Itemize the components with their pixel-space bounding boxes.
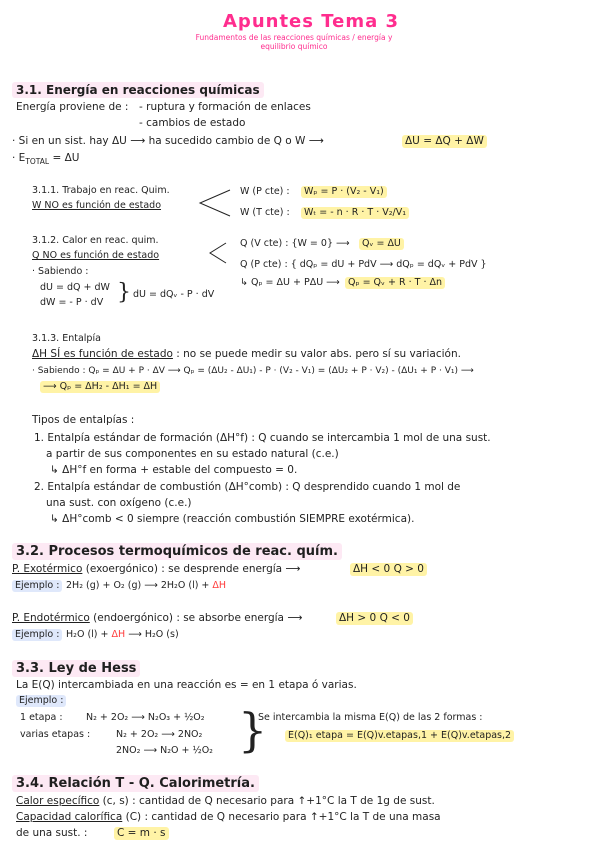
s34-line1 [16,795,435,808]
s32-exo-line [12,563,300,576]
s312-q3-formula: Qₚ = Qᵥ + R · T · Δn [345,277,445,289]
s31-line2-formula: ΔU = ΔQ + ΔW [402,135,487,148]
section-3-4-heading: 3.4. Relación T - Q. Calorimetría. [12,775,259,792]
s313-line1-rest: : no se puede medir su valor abs. pero sí su variación. [176,348,461,360]
s32-endo-eq-tail: ⟶ H₂O (s) [128,629,179,640]
s313-tipos: Tipos de entalpías : [32,414,135,426]
s313-t2c: ↳ ΔH°comb < 0 siempre (reacción combustión SIEMPRE exotérmica). [50,513,415,525]
s32-exo-text: (exoergónico) : se desprende energía ⟶ [85,563,301,575]
s32-endo-eq-text: H₂O (l) + [66,629,109,640]
s31-etotal-eq: = ΔU [49,152,80,164]
s33-brace-icon: } [238,703,268,757]
page-title: Apuntes Tema 3 [223,11,400,32]
s33-line1: La E(Q) intercambiada en una reacción es = en 1 etapa ó varias. [16,679,357,691]
s32-endo-line [12,612,302,625]
s34-line1-term: Calor específico [16,795,100,807]
s33-a1-eq: N₂ + 2O₂ ⟶ N₂O₃ + ½O₂ [86,712,205,723]
s311-sub: W NO es función de estado [32,200,162,211]
s33-a1-label: 1 etapa : [20,712,63,723]
section-3-1-heading: 3.1. Energía en reacciones químicas [12,82,264,98]
s313-line3: ⟶ Qₚ = ΔH₂ - ΔH₁ = ΔH [40,381,160,393]
s31-line1b: - cambios de estado [139,117,246,129]
s33-example-label: Ejemplo : [16,695,66,707]
s32-exo-title: P. Exotérmico [12,563,83,575]
s32-endo-formula: ΔH > 0 Q < 0 [336,612,413,625]
s32-endo-eq-dh: ΔH [111,629,126,640]
s312-q1: Q (V cte) : {W = 0} ⟶ [240,238,350,249]
s312-q1-formula: Qᵥ = ΔU [359,238,404,250]
section-3-3-heading: 3.3. Ley de Hess [12,660,140,677]
s34-line2 [16,811,441,824]
s312-sabiendo: · Sabiendo : [32,266,89,277]
s313-line1-underlined: ΔH SÍ es función de estado [32,348,173,360]
s33-a2-eq: N₂ + 2O₂ ⟶ 2NO₂ [116,729,203,740]
s311-heading: 3.1.1. Trabajo en reac. Quim. [32,185,170,196]
s312-eq1: dU = dQ + dW [40,282,110,293]
s311-w2: W (T cte) : [240,207,290,218]
s32-exo-eq-text: 2H₂ (g) + O₂ (g) ⟶ 2H₂O (l) + [66,580,210,591]
s34-line1-text: (c, s) : cantidad de Q necesario para ↑+1°C la T de 1g de sust. [102,795,435,807]
s31-line1a: - ruptura y formación de enlaces [139,101,311,113]
s312-branch-icon [208,241,228,265]
s313-line1 [32,348,461,361]
s32-endo-example-label: Ejemplo : [12,629,62,641]
s311-w2-formula: Wₜ = - n · R · T · V₂/V₁ [301,207,409,219]
s312-q3: ↳ Qₚ = ΔU + PΔU ⟶ [240,277,340,288]
s312-eq3: dU = dQᵥ - P · dV [133,289,215,300]
s34-line2-term: Capacidad calorífica [16,811,123,823]
page-subtitle: Fundamentos de las reacciones químicas / energía y equilibrio químico [195,33,393,51]
s31-etotal-e: · E [12,152,26,164]
s32-endo-text: (endoergónico) : se absorbe energía ⟶ [93,612,303,624]
section-3-2-heading: 3.2. Procesos termoquímicos de reac. quím. [12,543,342,560]
s313-heading: 3.1.3. Entalpía [32,333,101,344]
s31-line3 [12,152,79,166]
s313-t1b: a partir de sus componentes en su estado natural (c.e.) [46,448,339,460]
s32-endo-example-eq [66,629,179,641]
s313-t1: 1. Entalpía estándar de formación (ΔH°f) : Q cuando se intercambia 1 mol de una sust. [34,432,491,444]
s33-a2-label: varias etapas : [20,729,91,740]
s312-brace-icon: } [117,280,131,305]
s311-w1: W (P cte) : [240,186,290,197]
s312-eq2: dW = - P · dV [40,297,104,308]
s32-exo-example-eq [66,580,226,592]
s312-q2: Q (P cte) : { dQₚ = dU + PdV ⟶ dQₚ = dQᵥ + PdV } [240,259,487,270]
s32-exo-eq-dh: ΔH [212,580,227,591]
s311-branch-icon [198,188,232,218]
s34-line2-text: (C) : cantidad de Q necesario para ↑+1°C la T de una masa [125,811,441,823]
s311-w1-formula: Wₚ = P · (V₂ - V₁) [301,186,387,198]
s312-heading: 3.1.2. Calor en reac. quim. [32,235,159,246]
s31-line1: Energía proviene de : [16,101,129,113]
s32-exo-example-label: Ejemplo : [12,580,62,592]
s33-r1: Se intercambia la misma E(Q) de las 2 formas : [258,712,483,723]
s313-t1c: ↳ ΔH°f en forma + estable del compuesto = 0. [50,464,298,476]
s33-r2: E(Q)₁ etapa = E(Q)v.etapas,1 + E(Q)v.etapas,2 [285,730,514,742]
s34-line3: de una sust. : [16,827,88,839]
s313-t2: 2. Entalpía estándar de combustión (ΔH°comb) : Q desprendido cuando 1 mol de [34,481,461,493]
s32-endo-title: P. Endotérmico [12,612,90,624]
s31-etotal-sub: TOTAL [25,157,50,167]
s312-sub: Q NO es función de estado [32,250,160,261]
s31-line2: · Si en un sist. hay ΔU ⟶ ha sucedido cambio de Q o W ⟶ [12,135,324,147]
s33-a3-eq: 2NO₂ ⟶ N₂O + ½O₂ [116,745,213,756]
s32-exo-formula: ΔH < 0 Q > 0 [350,563,427,576]
s313-line2: · Sabiendo : Qₚ = ΔU + P · ΔV ⟶ Qₚ = (ΔU₂ - ΔU₁) - P · (V₂ - V₁) = (ΔU₂ + P · V₂) - (ΔU₁ + P · V₁) ⟶ [32,366,474,376]
s34-line3-formula: C = m · s [114,827,169,840]
s313-t2b: una sust. con oxígeno (c.e.) [46,497,192,509]
